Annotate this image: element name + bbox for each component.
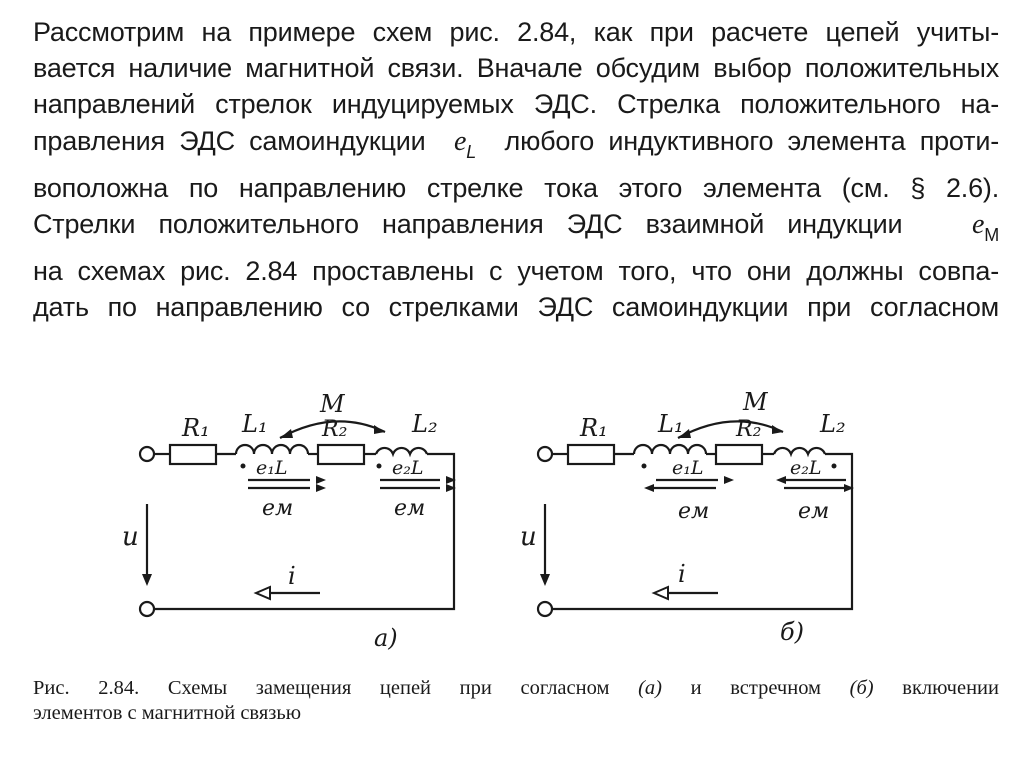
subscript-l: L	[466, 141, 477, 162]
symbol-e: e	[971, 209, 985, 241]
arrow-head	[772, 425, 783, 434]
label-l1: L₁	[242, 410, 268, 438]
label-i: i	[678, 560, 686, 588]
label-l2: L₂	[412, 410, 438, 438]
caption-fragment: (а)	[638, 677, 662, 699]
inductor-l1	[634, 445, 706, 454]
paragraph-fragment: правления ЭДС самоиндукции	[33, 125, 426, 156]
paragraph-line: на схемах рис. 2.84 проставлены с учетом того, что они должны совпа-	[33, 256, 999, 287]
paragraph-line	[33, 123, 999, 170]
label-m: M	[320, 390, 345, 418]
paragraph-fragment: любого индуктивного элемента проти-	[504, 125, 999, 156]
resistor-r2	[716, 445, 762, 464]
voltage-arrow	[142, 574, 152, 586]
label-l2: L₂	[820, 410, 846, 438]
resistor-r1	[568, 445, 614, 464]
arrow-head	[374, 425, 385, 434]
label-u: u	[122, 522, 139, 552]
paragraph-line: Рассмотрим на примере схем рис. 2.84, как при расчете цепей учиты-	[33, 17, 999, 47]
caption-line: элементов с магнитной связью	[33, 702, 302, 724]
paragraph	[33, 14, 999, 326]
terminal-top	[140, 447, 154, 461]
caption-fragment: Рис. 2.84. Схемы замещения цепей при согласном	[33, 677, 639, 699]
polarity-dot	[241, 464, 246, 469]
current-arrow	[654, 587, 668, 599]
caption-fragment: (б)	[849, 677, 874, 699]
paragraph-line: направлений стрелок индуцируемых ЭДС. Стрелка положительного на-	[33, 89, 999, 120]
arrow-head	[724, 476, 734, 484]
symbol-e: e	[454, 125, 467, 157]
inductor-l1	[236, 445, 308, 454]
voltage-arrow	[540, 574, 550, 586]
mutual-coupling-arc	[678, 421, 783, 438]
label-l1: L₁	[658, 410, 684, 438]
label-em2: eм	[394, 496, 426, 521]
terminal-top	[538, 447, 552, 461]
terminal-bottom	[538, 602, 552, 616]
label-e1l: e₁L	[256, 457, 288, 479]
subscript-m: M	[984, 225, 1000, 246]
label-r2: R₂	[736, 417, 762, 442]
caption-line	[33, 676, 999, 701]
polarity-dot	[832, 464, 837, 469]
arrow-head	[776, 476, 786, 484]
label-r2: R₂	[322, 417, 348, 442]
caption-fragment: и встречном	[661, 677, 850, 699]
current-arrow	[256, 587, 270, 599]
inductor-l2	[774, 448, 825, 454]
label-r1: R₁	[182, 414, 210, 442]
resistor-r1	[170, 445, 216, 464]
label-m: M	[743, 388, 768, 416]
label-e2l: e₂L	[790, 457, 822, 479]
paragraph-line	[33, 206, 999, 253]
circuit-diagram-b	[520, 380, 868, 660]
figure-caption	[33, 676, 999, 726]
label-figure-b: б)	[780, 618, 805, 646]
resistor-r2	[318, 445, 364, 464]
paragraph-line: дать по направлению со стрелками ЭДС самоиндукции при согласном	[33, 292, 999, 323]
label-u: u	[520, 522, 537, 552]
paragraph-fragment: Стрелки положительного направления ЭДС взаимной индукции	[33, 209, 903, 240]
polarity-dot	[642, 464, 647, 469]
paragraph-line: вается наличие магнитной связи. Вначале обсудим выбор положительных	[33, 53, 999, 84]
label-r1: R₁	[580, 414, 608, 442]
polarity-dot	[377, 464, 382, 469]
label-e1l: e₁L	[672, 457, 704, 479]
label-e2l: e₂L	[392, 457, 424, 479]
label-em2: eм	[798, 499, 830, 524]
arrow-head	[316, 484, 326, 492]
label-figure-a: а)	[374, 624, 398, 652]
circuit-diagram-a	[122, 380, 470, 660]
terminal-bottom	[140, 602, 154, 616]
arrow-head	[644, 484, 654, 492]
arrow-head	[280, 429, 293, 438]
label-em1: eм	[678, 499, 710, 524]
label-em1: eм	[262, 496, 294, 521]
inductor-l2	[376, 448, 427, 454]
arrow-head	[316, 476, 326, 484]
paragraph-line: воположна по направлению стрелке тока этого элемента (см. § 2.6).	[33, 172, 999, 203]
caption-fragment: включении	[873, 677, 999, 699]
label-i: i	[288, 562, 296, 590]
